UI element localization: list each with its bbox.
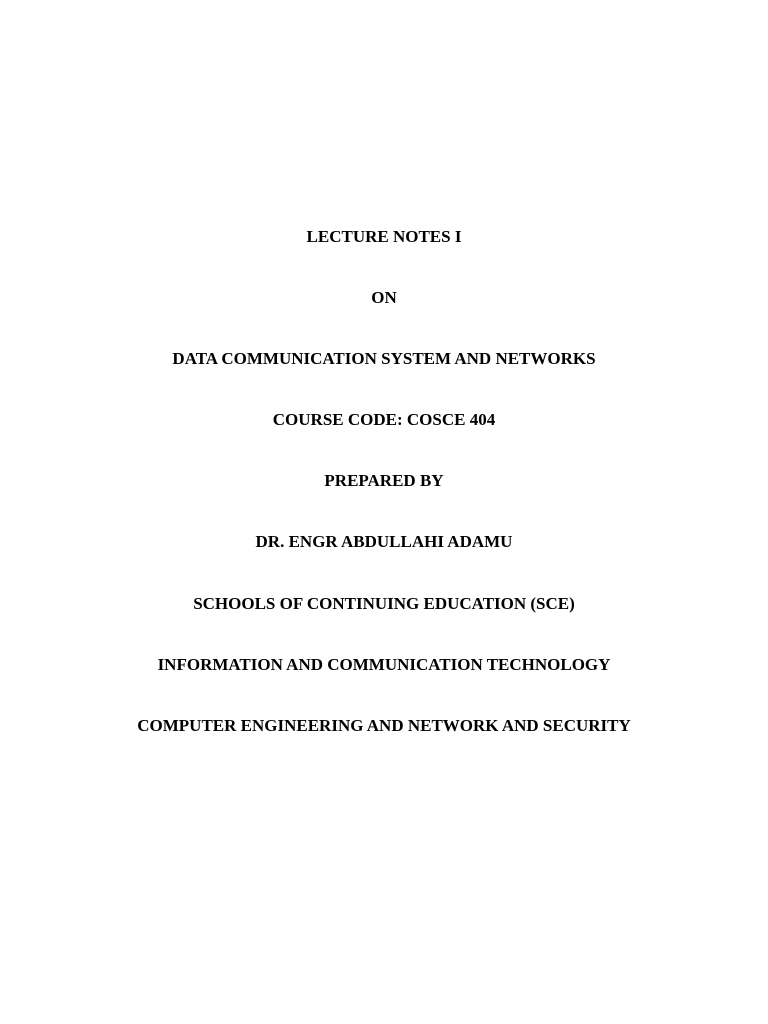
course-title-line: DATA COMMUNICATION SYSTEM AND NETWORKS xyxy=(172,349,596,369)
document-type-line: LECTURE NOTES I xyxy=(306,227,462,246)
department-line: INFORMATION AND COMMUNICATION TECHNOLOGY xyxy=(157,654,611,674)
course-code-line: COURSE CODE: COSCE 404 xyxy=(272,410,496,430)
school-line: SCHOOLS OF CONTINUING EDUCATION (SCE) xyxy=(193,593,575,613)
program-line: COMPUTER ENGINEERING AND NETWORK AND SECURITY xyxy=(137,715,631,735)
preposition-line: ON xyxy=(371,288,397,308)
prepared-by-line: PREPARED BY xyxy=(324,471,444,491)
author-line: DR. ENGR ABDULLAHI ADAMU xyxy=(255,532,513,552)
title-page-block xyxy=(0,224,768,774)
